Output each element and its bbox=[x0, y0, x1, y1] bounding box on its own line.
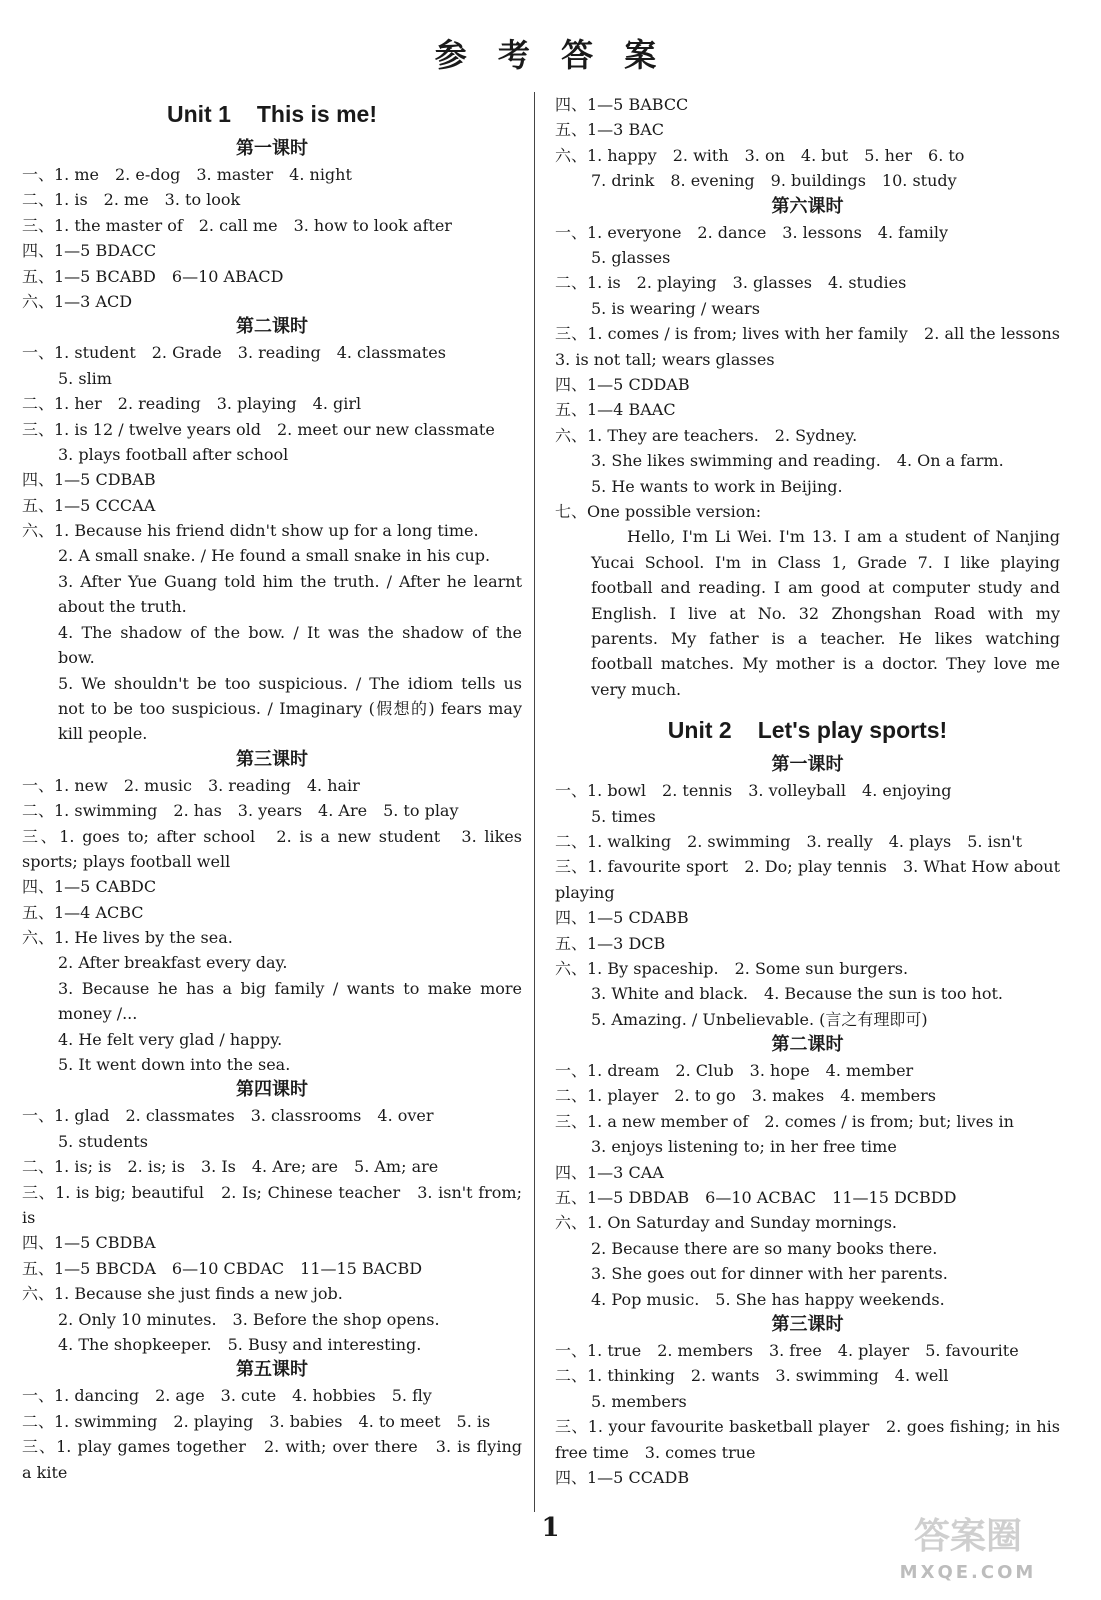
lesson-heading: 第六课时 bbox=[771, 195, 844, 217]
unit-name: This is me! bbox=[256, 101, 378, 127]
answer-line: 二、1. thinking 2. wants 3. swimming 4. well bbox=[555, 1366, 949, 1386]
answer-line: 五、1—5 BCABD 6—10 ABACD bbox=[22, 266, 284, 286]
answer-line: 六、1. By spaceship. 2. Some sun burgers. bbox=[555, 958, 909, 978]
answer-paragraph: 三、1. your favourite basketball player 2. goes fishing; in his free time 3. comes true bbox=[555, 1417, 1060, 1462]
answer-line: 5. It went down into the sea. bbox=[58, 1055, 291, 1075]
lesson-heading: 第一课时 bbox=[771, 754, 844, 776]
watermark-text: MXQE.COM bbox=[899, 1562, 1037, 1583]
unit-heading bbox=[555, 708, 1060, 752]
answer-line: 二、1. is 2. me 3. to look bbox=[22, 190, 241, 210]
answer-line: 2. Because there are so many books there. bbox=[591, 1238, 938, 1258]
answer-line: 三、1. the master of 2. call me 3. how to look after bbox=[22, 215, 452, 235]
watermark-logo-text: 答案圈 bbox=[913, 1516, 1023, 1557]
answer-line: 5. is wearing / wears bbox=[591, 298, 760, 318]
answer-line: 四、1—5 BDACC bbox=[22, 241, 157, 261]
answer-line: 3. She goes out for dinner with her parents. bbox=[591, 1264, 948, 1284]
answer-line: 一、1. me 2. e-dog 3. master 4. night bbox=[22, 165, 352, 184]
answer-line: 四、1—3 CAA bbox=[555, 1162, 664, 1182]
answer-line: 7. drink 8. evening 9. buildings 10. study bbox=[591, 171, 957, 191]
answer-line: 一、1. everyone 2. dance 3. lessons 4. family bbox=[555, 222, 949, 242]
answer-line: 七、One possible version: bbox=[555, 501, 762, 521]
answer-line: 五、1—4 BAAC bbox=[555, 400, 676, 420]
answer-line: 四、1—5 CCADB bbox=[555, 1467, 690, 1487]
answer-paragraph: 3. Because he has a big family / wants to make more money /... bbox=[58, 978, 522, 1024]
answer-line: 五、1—3 DCB bbox=[555, 933, 666, 953]
answer-line: 2. After breakfast every day. bbox=[58, 953, 288, 973]
answer-line: 二、1. her 2. reading 3. playing 4. girl bbox=[22, 394, 362, 414]
column-divider bbox=[534, 92, 535, 1512]
answer-line: 5. times bbox=[591, 806, 656, 826]
answer-line: 二、1. is 2. playing 3. glasses 4. studies bbox=[555, 273, 907, 293]
lesson-heading: 第三课时 bbox=[236, 748, 308, 770]
answer-line: 五、1—5 BBCDA 6—10 CBDAC 11—15 BACBD bbox=[22, 1258, 423, 1278]
answer-line: 5. He wants to work in Beijing. bbox=[591, 476, 843, 496]
answer-paragraph: 三、1. play games together 2. with; over there 3. is flying a kite bbox=[22, 1437, 522, 1482]
answer-line: 一、1. dream 2. Club 3. hope 4. member bbox=[555, 1061, 914, 1081]
answer-line: 四、1—5 BABCC bbox=[555, 95, 689, 114]
answer-line: 四、1—5 CDABB bbox=[555, 908, 689, 928]
right-column bbox=[555, 92, 1077, 1490]
answer-line: 二、1. player 2. to go 3. makes 4. members bbox=[555, 1086, 936, 1106]
unit-number: Unit 2 bbox=[667, 717, 732, 744]
lesson-heading: 第一课时 bbox=[236, 138, 308, 159]
answer-line: 五、1—5 DBDAB 6—10 ACBAC 11—15 DCBDD bbox=[555, 1188, 957, 1208]
answer-line: 六、1. He lives by the sea. bbox=[22, 928, 233, 948]
unit-name: Let's play sports! bbox=[757, 717, 948, 744]
answer-line: 3. White and black. 4. Because the sun is too hot. bbox=[591, 984, 1004, 1004]
lesson-heading: 第五课时 bbox=[236, 1359, 308, 1381]
answer-line: 三、1. a new member of 2. comes / is from; but; lives in bbox=[555, 1111, 1014, 1131]
answer-line: 六、1. On Saturday and Sunday mornings. bbox=[555, 1213, 898, 1233]
answer-line: 四、1—5 CDBAB bbox=[22, 470, 156, 490]
answer-paragraph: 三、1. is big; beautiful 2. Is; Chinese teacher 3. isn't from; is bbox=[22, 1182, 522, 1228]
answer-line: 5. glasses bbox=[591, 247, 671, 267]
answer-line: 六、1. Because she just finds a new job. bbox=[22, 1284, 343, 1304]
answer-line: 二、1. swimming 2. has 3. years 4. Are 5. to play bbox=[22, 801, 459, 821]
answer-paragraph: 5. We shouldn't be too suspicious. / The idiom tells us not to be too suspicious. / Imaginary (假想的) fears may kill people. bbox=[58, 673, 522, 744]
answer-line: 五、1—3 BAC bbox=[555, 120, 665, 140]
answer-line: 五、1—4 ACBC bbox=[22, 902, 144, 922]
lesson-heading: 第二课时 bbox=[771, 1034, 844, 1056]
answer-line: 六、1. happy 2. with 3. on 4. but 5. her 6. to bbox=[555, 145, 965, 165]
answer-line: 5. slim bbox=[58, 368, 112, 388]
answer-line: 3. She likes swimming and reading. 4. On a farm. bbox=[591, 451, 1004, 471]
answer-line: 一、1. student 2. Grade 3. reading 4. classmates bbox=[22, 343, 446, 363]
answer-line: 5. Amazing. / Unbelievable. (言之有理即可) bbox=[591, 1009, 928, 1029]
answer-line: 一、1. glad 2. classmates 3. classrooms 4. over bbox=[22, 1106, 434, 1126]
answer-paragraph: 2. A small snake. / He found a small snake in his cup. bbox=[58, 546, 491, 566]
answer-paragraph: 三、1. goes to; after school 2. is a new student 3. likes sports; plays football well bbox=[22, 826, 522, 871]
answer-line: 四、1—5 CDDAB bbox=[555, 374, 690, 394]
answer-line: 4. Pop music. 5. She has happy weekends. bbox=[591, 1289, 945, 1309]
answer-paragraph: 4. The shadow of the bow. / It was the shadow of the bow. bbox=[58, 622, 522, 668]
lesson-heading: 第二课时 bbox=[236, 316, 308, 338]
answer-paragraph: 三、1. favourite sport 2. Do; play tennis 3. What How about playing bbox=[555, 857, 1060, 902]
answer-line: 三、1. is 12 / twelve years old 2. meet our new classmate bbox=[22, 419, 495, 439]
answer-line: 六、1. Because his friend didn't show up for a long time. bbox=[22, 521, 479, 541]
left-column bbox=[22, 92, 522, 1485]
answer-paragraph: 三、1. comes / is from; lives with her family 2. all the lessons 3. is not tall; wears glasses bbox=[555, 324, 1077, 369]
answer-line: 3. enjoys listening to; in her free time bbox=[591, 1137, 897, 1157]
unit-heading bbox=[22, 92, 522, 136]
answer-line: 四、1—5 CBDBA bbox=[22, 1233, 156, 1253]
answer-line: 四、1—5 CABDC bbox=[22, 877, 157, 897]
lesson-heading: 第三课时 bbox=[771, 1313, 844, 1335]
answer-paragraph: 3. After Yue Guang told him the truth. / After he learnt about the truth. bbox=[58, 571, 522, 617]
answer-line: 六、1. They are teachers. 2. Sydney. bbox=[555, 425, 858, 445]
answer-line: 一、1. new 2. music 3. reading 4. hair bbox=[22, 775, 360, 795]
answer-line: 4. The shopkeeper. 5. Busy and interesting. bbox=[58, 1335, 422, 1355]
page-number: 1 bbox=[541, 1513, 560, 1543]
answer-line: 二、1. swimming 2. playing 3. babies 4. to meet 5. is bbox=[22, 1411, 491, 1431]
answer-line: 五、1—5 CCCAA bbox=[22, 495, 156, 515]
answer-line: 5. members bbox=[591, 1391, 687, 1411]
answer-line: 一、1. dancing 2. age 3. cute 4. hobbies 5. fly bbox=[22, 1386, 432, 1406]
answer-line: 5. students bbox=[58, 1131, 148, 1151]
page-title: 参 考 答 案 bbox=[434, 36, 667, 74]
answer-line: 一、1. true 2. members 3. free 4. player 5. favourite bbox=[555, 1340, 1019, 1360]
answer-line: 一、1. bowl 2. tennis 3. volleyball 4. enjoying bbox=[555, 781, 952, 801]
watermark-logo bbox=[863, 1508, 1073, 1588]
answer-line: 3. plays football after school bbox=[58, 444, 289, 464]
answer-line: 二、1. walking 2. swimming 3. really 4. plays 5. isn't bbox=[555, 831, 1023, 851]
unit-number: Unit 1 bbox=[166, 101, 231, 127]
lesson-heading: 第四课时 bbox=[236, 1079, 308, 1101]
answer-line: 六、1—3 ACD bbox=[22, 291, 133, 311]
answer-line: 二、1. is; is 2. is; is 3. Is 4. Are; are 5. Am; are bbox=[22, 1157, 439, 1177]
answer-line: 4. He felt very glad / happy. bbox=[58, 1029, 283, 1049]
composition-paragraph: Hello, I'm Li Wei. I'm 13. I am a student of Nanjing Yucai School. I'm in Class 1, Grade 7. I like playing football and reading. I am good at computer study and English. I live at No. 32 Zhongshan Road with my parents. My father is a teacher. He likes watching football matches. My mother is a doctor. They love me very much. bbox=[591, 527, 1060, 699]
answer-line: 2. Only 10 minutes. 3. Before the shop opens. bbox=[58, 1309, 440, 1329]
